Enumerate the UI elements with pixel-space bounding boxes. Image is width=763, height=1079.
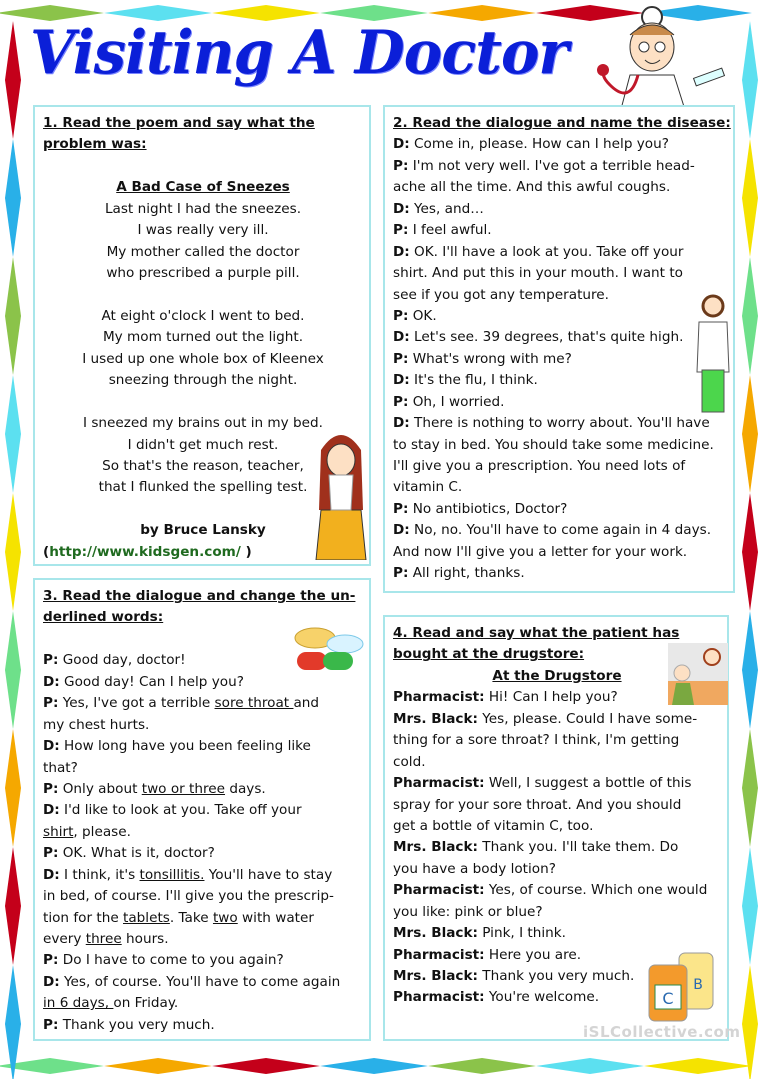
speaker-label: Mrs. Black: [393, 839, 478, 856]
text-line [393, 730, 721, 751]
text-segment: You're welcome. [484, 989, 600, 1006]
text-segment: , please. [73, 823, 131, 840]
speaker-label: P: [393, 393, 409, 410]
text-segment: on Friday. [113, 995, 179, 1012]
speaker-label: D: [393, 415, 410, 432]
text-segment: Thank you very much. [477, 968, 635, 984]
speaker-label: D: [393, 200, 410, 217]
speaker-label: Mrs. Black: [393, 968, 478, 984]
page-title: Visiting A Doctor [30, 18, 568, 88]
speaker-label: ( [43, 543, 50, 560]
sneezing-girl-illustration [311, 420, 371, 560]
speaker-label: by Bruce Lansky [140, 522, 266, 539]
text-segment: Yes, I've got a terrible [58, 695, 215, 712]
text-segment: bought at the drugstore: [393, 646, 585, 663]
border-diamond-right [742, 21, 758, 139]
border-diamond-right [742, 139, 758, 257]
speaker-label: D: [43, 802, 60, 819]
text-segment: Oh, I worried. [408, 393, 505, 410]
text-segment: days. [225, 780, 266, 797]
text-segment: So that's the reason, teacher, [102, 458, 304, 474]
text-segment: 1. Read the poem and say what the [43, 115, 315, 131]
text-segment: 2. Read the dialogue and name the disease: [393, 115, 731, 131]
speaker-label: D: [43, 866, 60, 883]
underlined-word: in 6 days, [43, 995, 114, 1012]
speaker-label: P: [393, 350, 409, 367]
text-line [43, 993, 363, 1014]
section-2-dialogue [383, 105, 735, 593]
text-segment: see if you got any temperature. [393, 286, 609, 303]
text-line [43, 715, 363, 736]
text-segment: 3. Read the dialogue and change the un- [43, 588, 356, 604]
text-segment: OK. I'll have a look at you. Take off your [409, 243, 684, 260]
speaker-label: Mrs. Black: [393, 710, 478, 727]
text-segment: Hi! Can I help you? [484, 689, 618, 706]
underlined-word: shirt [43, 823, 74, 840]
text-segment: vitamin C. [393, 479, 463, 496]
text-segment: get a bottle of vitamin C, too. [393, 817, 594, 834]
pharmacy-illustration [668, 643, 728, 705]
text-segment: Last night I had the sneezes. [104, 200, 302, 217]
speaker-label: P: [43, 695, 59, 712]
text-line [393, 499, 727, 520]
text-line [393, 563, 727, 584]
speaker-label: Pharmacist: [393, 689, 485, 706]
section-4-dialogue [383, 615, 741, 1041]
text-segment: ache all the time. And this awful coughs. [393, 179, 671, 196]
text-segment: you have a body lotion? [393, 860, 556, 877]
speaker-label: D: [393, 243, 410, 260]
text-line [43, 800, 363, 821]
text-line [43, 327, 363, 348]
text-line [43, 736, 363, 757]
text-segment: I'm not very well. I've got a terrible head- [408, 157, 695, 174]
speaker-label: Pharmacist: [393, 946, 485, 963]
text-segment: I think, it's [59, 866, 140, 883]
speaker-label: P: [43, 780, 59, 797]
text-line [43, 242, 363, 263]
text-line [393, 456, 727, 477]
text-segment: I didn't get much rest. [127, 436, 279, 453]
female-doctor-illustration [693, 292, 733, 417]
border-diamond-left [5, 729, 21, 847]
text-segment: tion for the [43, 909, 124, 926]
speaker-label: P: [393, 222, 409, 239]
text-segment: Let's see. 39 degrees, that's quite high. [409, 329, 684, 346]
text-line [43, 929, 363, 950]
text-line [393, 773, 721, 794]
speaker-label: P: [393, 500, 409, 517]
text-line [43, 263, 363, 284]
speaker-label: D: [43, 973, 60, 990]
text-segment: OK. What is it, doctor? [58, 845, 215, 862]
speaker-label: Pharmacist: [393, 989, 485, 1006]
text-line [43, 156, 363, 177]
text-segment: Well, I suggest a bottle of this [484, 775, 692, 792]
speaker-label: Pharmacist: [393, 882, 485, 899]
text-segment: Come in, please. How can I help you? [409, 136, 669, 153]
text-line [393, 370, 727, 391]
speaker-label: P: [43, 845, 59, 862]
speaker-label: Pharmacist: [393, 775, 485, 792]
text-line [43, 220, 363, 241]
section-3-dialogue [33, 578, 371, 1041]
border-diamond-left [5, 493, 21, 611]
text-segment: Good day! Can I help you? [59, 673, 244, 690]
text-line [43, 908, 363, 929]
text-segment: I was really very ill. [137, 222, 269, 239]
text-segment: with water [237, 909, 314, 926]
border-diamond-left [5, 139, 21, 257]
text-line [43, 950, 363, 971]
speaker-label: P: [43, 652, 59, 669]
text-line [43, 199, 363, 220]
text-segment: Do I have to come to you again? [58, 952, 284, 969]
text-line [393, 520, 727, 541]
text-segment: Yes, of course. You'll have to come again [59, 973, 341, 990]
text-line [393, 795, 721, 816]
text-line [393, 880, 721, 901]
text-line [43, 779, 363, 800]
doctor-illustration [590, 5, 740, 113]
speaker-label: D: [393, 329, 410, 346]
underlined-word: two [212, 909, 238, 926]
speaker-label: D: [43, 673, 60, 690]
text-segment: spray for your sore throat. And you should [393, 796, 682, 813]
border-diamond-bottom [212, 1058, 320, 1074]
text-segment: What's wrong with me? [408, 350, 572, 367]
text-line [393, 902, 721, 923]
text-line [43, 370, 363, 391]
text-line [43, 972, 363, 993]
text-line [43, 306, 363, 327]
text-segment: shirt. And put this in your mouth. I want to [393, 265, 683, 282]
text-segment: There is nothing to worry about. You'll have [409, 415, 710, 432]
text-line [393, 199, 727, 220]
text-segment: My mother called the doctor [106, 243, 300, 260]
text-line [43, 349, 363, 370]
text-segment: Good day, doctor! [58, 652, 186, 669]
text-line [43, 843, 363, 864]
text-segment: Pink, I think. [477, 925, 566, 942]
text-line [393, 263, 727, 284]
speaker-label: D: [393, 522, 410, 539]
text-line [43, 693, 363, 714]
border-diamond-left [5, 21, 21, 139]
text-line [393, 285, 727, 306]
speaker-label: P: [43, 1016, 59, 1033]
border-diamond-left [5, 965, 21, 1079]
text-line [393, 542, 727, 563]
text-segment: and [293, 695, 320, 712]
text-line [393, 709, 721, 730]
text-line [393, 306, 727, 327]
text-segment: hours. [121, 931, 169, 947]
pills-illustration [293, 626, 365, 674]
underlined-word: three [85, 931, 122, 947]
speaker-label: P: [43, 952, 59, 969]
underlined-word: two or three [141, 780, 226, 797]
section-heading-line [43, 586, 363, 607]
text-segment: in bed, of course. I'll give you the prescrip- [43, 888, 334, 905]
border-diamond-bottom [104, 1058, 212, 1074]
section-heading-line [43, 134, 363, 155]
border-diamond-right [742, 965, 758, 1079]
text-segment: At the Drugstore [492, 667, 622, 684]
text-segment: No, no. You'll have to come again in 4 days. [409, 522, 712, 539]
text-line [393, 177, 727, 198]
speaker-label: P: [393, 565, 409, 582]
text-segment: thing for a sore throat? I think, I'm getting [393, 732, 680, 749]
text-segment: Here you are. [484, 946, 582, 963]
speaker-label: D: [393, 372, 410, 389]
watermark: iSLCollective.com [583, 1023, 741, 1041]
text-segment: A Bad Case of Sneezes [116, 179, 290, 196]
text-line [43, 285, 363, 306]
text-line [393, 392, 727, 413]
border-diamond-bottom [320, 1058, 428, 1074]
text-line [393, 156, 727, 177]
text-segment: It's the flu, I think. [409, 372, 538, 389]
source-link[interactable]: http://www.kidsgen.com/ [49, 543, 241, 560]
text-line [393, 220, 727, 241]
svg-text:C: C [662, 989, 674, 1008]
underlined-word: tonsillitis. [139, 866, 205, 883]
text-line [393, 242, 727, 263]
text-line [393, 413, 727, 434]
text-segment: OK. [408, 307, 437, 324]
text-segment: every [43, 931, 86, 947]
text-line [43, 822, 363, 843]
speaker-label: P: [393, 157, 409, 174]
border-diamond-left [5, 611, 21, 729]
speaker-label: D: [43, 738, 60, 755]
section-heading-line [43, 113, 363, 134]
text-segment: to stay in bed. You should take some medicine. [393, 436, 714, 453]
border-diamond-right [742, 493, 758, 611]
text-line [43, 672, 363, 693]
border-diamond-bottom [644, 1058, 752, 1074]
vitamin-bottles-illustration [643, 947, 723, 1025]
text-line [43, 177, 363, 198]
border-diamond-right [742, 611, 758, 729]
text-segment: my chest hurts. [43, 716, 150, 733]
speaker-label: Mrs. Black: [393, 925, 478, 942]
border-diamond-right [742, 847, 758, 965]
text-segment: I'll give you a prescription. You need lots of [393, 458, 686, 474]
text-line [393, 752, 721, 773]
text-segment: And now I'll give you a letter for your work. [393, 543, 688, 560]
text-line [393, 923, 721, 944]
text-segment: I sneezed my brains out in my bed. [82, 415, 323, 432]
text-line [393, 477, 727, 498]
text-segment: you like: pink or blue? [393, 903, 543, 920]
section-2-text [393, 113, 731, 585]
text-segment: cold. [393, 753, 426, 770]
text-segment: that I flunked the spelling test. [98, 479, 308, 496]
speaker-label: ) [240, 543, 252, 560]
text-line [43, 758, 363, 779]
text-segment: No antibiotics, Doctor? [408, 500, 568, 517]
text-segment: My mom turned out the light. [102, 329, 304, 346]
text-segment: I'd like to look at you. Take off your [59, 802, 302, 819]
border-diamond-right [742, 729, 758, 847]
text-segment: problem was: [43, 136, 147, 153]
section-1-poem [33, 105, 371, 566]
text-segment: Thank you. I'll take them. Do [477, 839, 679, 856]
text-segment: Yes, and… [409, 200, 484, 217]
border-diamond-left [5, 847, 21, 965]
text-segment: derlined words: [43, 609, 164, 626]
text-segment: 4. Read and say what the patient has [393, 625, 680, 641]
text-line [393, 435, 727, 456]
text-line [43, 865, 363, 886]
speaker-label: D: [393, 136, 410, 153]
text-segment: Thank you very much. [58, 1016, 215, 1033]
text-segment: . Take [169, 909, 213, 926]
border-diamond-left [5, 375, 21, 493]
section-heading-line [393, 113, 731, 134]
text-line [393, 349, 727, 370]
text-segment: who prescribed a purple pill. [106, 265, 300, 282]
border-diamond-left [5, 257, 21, 375]
text-line [393, 859, 721, 880]
text-segment: that? [43, 759, 78, 776]
text-segment: Yes, of course. Which one would [484, 882, 708, 899]
text-segment: How long have you been feeling like [59, 738, 311, 755]
text-line [43, 392, 363, 413]
text-segment: All right, thanks. [408, 565, 525, 582]
text-line [43, 1015, 363, 1036]
text-segment: At eight o'clock I went to bed. [101, 307, 305, 324]
border-diamond-bottom [536, 1058, 644, 1074]
border-diamond-bottom [428, 1058, 536, 1074]
text-segment: You'll have to stay [204, 866, 333, 883]
text-line [43, 886, 363, 907]
speaker-label: P: [393, 307, 409, 324]
text-segment: sneezing through the night. [108, 372, 298, 389]
text-line [393, 837, 721, 858]
text-segment: I feel awful. [408, 222, 492, 239]
svg-text:B: B [693, 977, 703, 993]
text-segment: Only about [58, 780, 142, 797]
section-heading-line [393, 623, 721, 644]
border-diamond-right [742, 375, 758, 493]
text-segment: I used up one whole box of Kleenex [82, 350, 324, 367]
text-segment: Yes, please. Could I have some- [477, 710, 698, 727]
text-line [393, 134, 727, 155]
text-line [393, 816, 721, 837]
underlined-word: tablets [123, 909, 170, 926]
text-line [393, 327, 727, 348]
underlined-word: sore throat [214, 695, 294, 712]
border-diamond-right [742, 257, 758, 375]
